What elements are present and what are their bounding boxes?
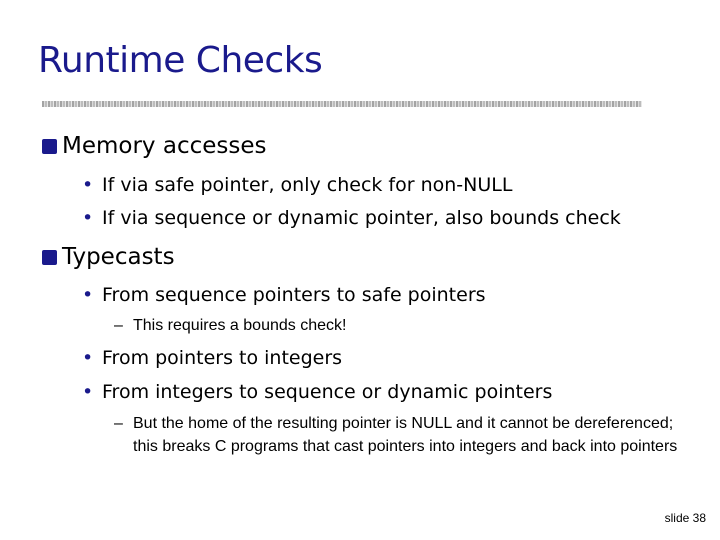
- sub-list-item: [114, 412, 694, 458]
- bullet-icon: •: [82, 381, 94, 403]
- list-item: [82, 346, 342, 370]
- slide-title: Runtime Checks: [38, 40, 323, 81]
- list-item: [82, 173, 512, 197]
- bullet-icon: •: [82, 284, 94, 306]
- dash-icon: –: [114, 317, 123, 334]
- list-item-text: If via sequence or dynamic pointer, also bounds check: [102, 207, 621, 229]
- list-item-text: If via safe pointer, only check for non-NULL: [102, 174, 513, 196]
- bullet-icon: •: [82, 174, 94, 196]
- list-item: [82, 283, 486, 307]
- list-item-text: From sequence pointers to safe pointers: [102, 284, 486, 306]
- heading-typecasts: [42, 243, 175, 271]
- bullet-icon: •: [82, 347, 94, 369]
- square-bullet-icon: [42, 250, 57, 265]
- heading-memory-accesses-label: Memory accesses: [62, 133, 267, 159]
- bullet-icon: •: [82, 207, 94, 229]
- sub-list-item: [114, 314, 694, 337]
- title-divider: [42, 101, 642, 107]
- heading-memory-accesses: [42, 132, 266, 160]
- heading-typecasts-label: Typecasts: [62, 244, 175, 270]
- slide-number: slide 38: [664, 511, 706, 525]
- square-bullet-icon: [42, 139, 57, 154]
- list-item: [82, 380, 552, 404]
- dash-icon: –: [114, 415, 123, 432]
- list-item: [82, 206, 621, 230]
- list-item-text: From integers to sequence or dynamic pointers: [102, 381, 553, 403]
- sub-list-item-text: But the home of the resulting pointer is NULL and it cannot be dereferenced; this breaks C programs that cast pointers into integers and back into pointers: [133, 415, 678, 455]
- list-item-text: From pointers to integers: [102, 347, 343, 369]
- sub-list-item-text: This requires a bounds check!: [133, 317, 347, 334]
